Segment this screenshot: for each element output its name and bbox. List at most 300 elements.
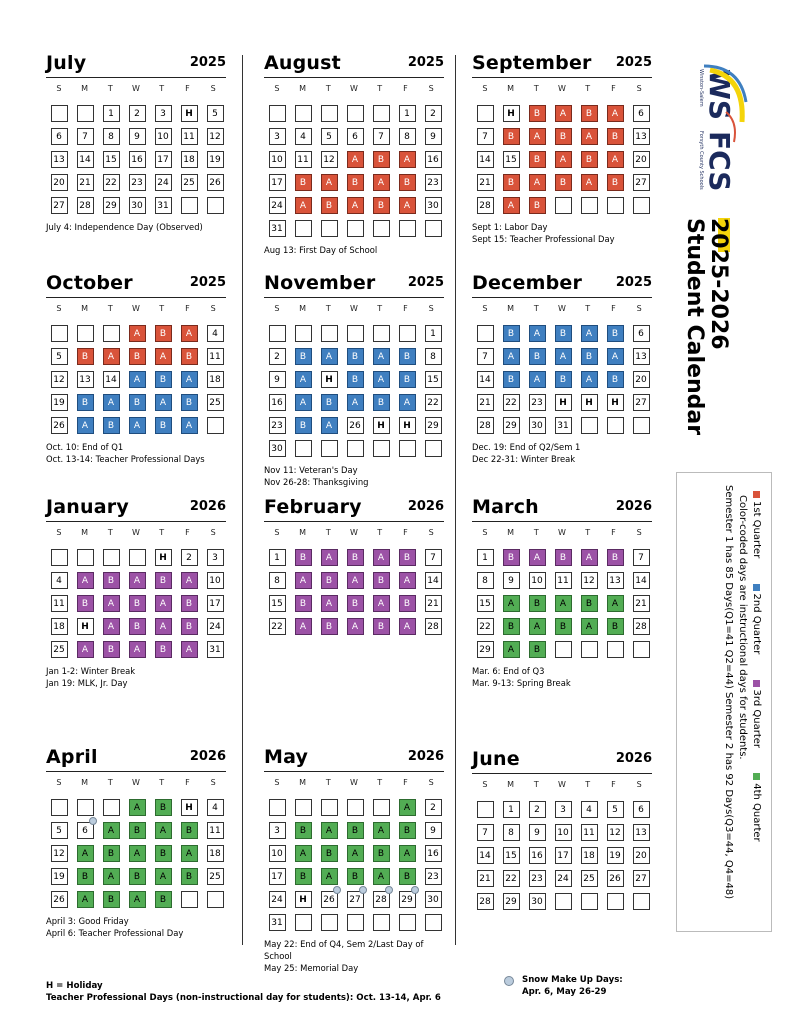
day-cell: B xyxy=(103,845,120,862)
weekday-label: F xyxy=(185,84,190,93)
empty-day-cell xyxy=(373,325,390,342)
day-cell: 28 xyxy=(633,618,650,635)
day-cell: A xyxy=(373,549,390,566)
day-grid xyxy=(472,798,652,913)
day-cell: B xyxy=(555,174,572,191)
day-cell: 15 xyxy=(269,595,286,612)
day-cell: 8 xyxy=(103,128,120,145)
weekday-label: T xyxy=(107,778,113,787)
day-cell: A xyxy=(295,394,312,411)
day-cell: 14 xyxy=(477,847,494,864)
day-cell: 4 xyxy=(581,801,598,818)
weekday-header xyxy=(472,84,652,98)
month-february xyxy=(264,496,444,638)
month-name: July xyxy=(46,52,87,74)
weekday-header xyxy=(46,304,226,318)
day-cell: A xyxy=(129,417,146,434)
day-cell: A xyxy=(155,618,172,635)
note-line: May 25: Memorial Day xyxy=(264,963,359,973)
day-cell: 29 xyxy=(103,197,120,214)
note-line: May 22: End of Q4, Sem 2/Last Day of xyxy=(264,939,424,949)
empty-day-cell xyxy=(555,197,572,214)
month-notes xyxy=(472,221,652,245)
day-cell: 12 xyxy=(321,151,338,168)
weekday-label: S xyxy=(636,304,642,313)
month-name: October xyxy=(46,272,133,294)
day-cell: 8 xyxy=(399,128,416,145)
day-cell: A xyxy=(77,417,94,434)
note-line: Aug 13: First Day of School xyxy=(264,245,378,255)
day-cell: H xyxy=(181,799,198,816)
day-cell: H xyxy=(295,891,312,908)
empty-day-cell xyxy=(181,891,198,908)
empty-day-cell xyxy=(321,440,338,457)
day-cell: A xyxy=(373,822,390,839)
day-cell: 7 xyxy=(633,549,650,566)
weekday-label: T xyxy=(377,304,383,313)
day-cell: 11 xyxy=(581,824,598,841)
month-name: August xyxy=(264,52,341,74)
empty-day-cell xyxy=(269,799,286,816)
day-cell: 15 xyxy=(477,595,494,612)
day-cell: 22 xyxy=(503,394,520,411)
day-cell: B xyxy=(129,394,146,411)
month-rule xyxy=(264,771,444,772)
day-cell: A xyxy=(155,348,172,365)
month-notes xyxy=(472,441,652,465)
weekday-label: S xyxy=(210,778,216,787)
day-cell: 24 xyxy=(155,174,172,191)
empty-day-cell xyxy=(347,220,364,237)
day-cell: B xyxy=(503,549,520,566)
day-cell: 10 xyxy=(155,128,172,145)
day-cell: A xyxy=(155,595,172,612)
day-cell: 28 xyxy=(373,891,390,908)
day-cell: 14 xyxy=(477,151,494,168)
day-cell: B xyxy=(529,151,546,168)
day-cell: 29 xyxy=(503,417,520,434)
day-cell: B xyxy=(581,151,598,168)
month-year: 2026 xyxy=(407,749,444,764)
day-cell: B xyxy=(373,151,390,168)
weekday-label: S xyxy=(274,84,280,93)
day-cell: 26 xyxy=(207,174,224,191)
weekday-label: W xyxy=(558,304,566,313)
day-cell: B xyxy=(399,822,416,839)
snowflake-icon xyxy=(89,817,97,825)
day-grid xyxy=(264,102,444,240)
weekday-label: W xyxy=(132,304,140,313)
day-cell: 24 xyxy=(269,891,286,908)
day-cell: B xyxy=(529,641,546,658)
day-cell: A xyxy=(155,868,172,885)
day-cell: A xyxy=(607,595,624,612)
empty-day-cell xyxy=(51,105,68,122)
day-cell: 23 xyxy=(529,870,546,887)
weekday-label: W xyxy=(558,84,566,93)
weekday-header xyxy=(46,84,226,98)
day-cell: A xyxy=(581,549,598,566)
day-cell: 16 xyxy=(425,845,442,862)
day-cell: H xyxy=(555,394,572,411)
day-cell: B xyxy=(555,618,572,635)
day-cell: 11 xyxy=(555,572,572,589)
empty-day-cell xyxy=(399,914,416,931)
day-cell: B xyxy=(77,348,94,365)
note-line: Oct. 10: End of Q1 xyxy=(46,442,124,452)
day-cell: 5 xyxy=(607,801,624,818)
empty-day-cell xyxy=(581,641,598,658)
day-cell: A xyxy=(321,417,338,434)
day-cell: A xyxy=(529,174,546,191)
day-cell: 28 xyxy=(425,618,442,635)
day-cell: A xyxy=(503,641,520,658)
empty-day-cell xyxy=(347,105,364,122)
month-rule xyxy=(264,521,444,522)
weekday-label: T xyxy=(585,780,591,789)
day-cell: 30 xyxy=(425,197,442,214)
day-cell: 16 xyxy=(529,847,546,864)
day-cell: B xyxy=(555,371,572,388)
day-cell: B xyxy=(607,618,624,635)
day-cell: B xyxy=(347,549,364,566)
empty-day-cell xyxy=(295,105,312,122)
weekday-label: S xyxy=(636,84,642,93)
day-cell: A xyxy=(321,348,338,365)
weekday-header xyxy=(46,528,226,542)
legend-q2: 2nd Quarter xyxy=(751,593,762,655)
day-cell: B xyxy=(529,105,546,122)
snowflake-icon xyxy=(504,976,514,986)
day-cell: 13 xyxy=(77,371,94,388)
day-cell: 16 xyxy=(425,151,442,168)
weekday-label: F xyxy=(185,778,190,787)
month-year: 2026 xyxy=(189,499,226,514)
day-cell: B xyxy=(103,417,120,434)
day-cell: 14 xyxy=(633,572,650,589)
title-name: Student Calendar xyxy=(682,218,707,436)
tpd-note: Teacher Professional Days (non-instructional day for students): Oct. 13-14, Apr. 6 xyxy=(46,993,441,1003)
weekday-label: M xyxy=(299,528,307,537)
month-notes xyxy=(46,665,226,689)
day-cell: 14 xyxy=(103,371,120,388)
month-year: 2025 xyxy=(407,275,444,290)
empty-day-cell xyxy=(373,220,390,237)
day-cell: B xyxy=(77,595,94,612)
day-cell: B xyxy=(347,174,364,191)
day-cell: 28 xyxy=(477,417,494,434)
month-september xyxy=(472,52,652,245)
month-notes xyxy=(472,665,652,689)
weekday-label: M xyxy=(507,304,515,313)
day-cell: 7 xyxy=(477,348,494,365)
empty-day-cell xyxy=(347,325,364,342)
day-cell: A xyxy=(77,572,94,589)
weekday-header xyxy=(264,778,444,792)
day-cell: B xyxy=(529,197,546,214)
weekday-label: M xyxy=(81,84,89,93)
weekday-label: M xyxy=(507,528,515,537)
day-cell: A xyxy=(529,325,546,342)
weekday-label: S xyxy=(274,304,280,313)
day-cell: B xyxy=(295,348,312,365)
weekday-label: S xyxy=(636,780,642,789)
day-cell: A xyxy=(103,822,120,839)
day-cell: 7 xyxy=(425,549,442,566)
empty-day-cell xyxy=(103,799,120,816)
day-cell: 9 xyxy=(529,824,546,841)
day-cell: 21 xyxy=(77,174,94,191)
month-rule xyxy=(264,77,444,78)
day-cell: A xyxy=(529,549,546,566)
day-cell: B xyxy=(155,572,172,589)
month-october xyxy=(46,272,226,465)
day-cell: 1 xyxy=(103,105,120,122)
day-cell: 31 xyxy=(269,220,286,237)
day-cell: B xyxy=(373,394,390,411)
weekday-label: S xyxy=(56,84,62,93)
note-line: April 6: Teacher Professional Day xyxy=(46,928,184,938)
day-cell: 2 xyxy=(425,799,442,816)
day-cell: B xyxy=(77,868,94,885)
day-cell: 31 xyxy=(269,914,286,931)
day-cell: 3 xyxy=(269,128,286,145)
day-cell: A xyxy=(373,174,390,191)
month-year: 2025 xyxy=(615,55,652,70)
snow-title: Snow Make Up Days: xyxy=(522,975,623,985)
weekday-label: S xyxy=(428,304,434,313)
logo-letters-bottom: FCS xyxy=(703,131,736,192)
empty-day-cell xyxy=(295,914,312,931)
month-march xyxy=(472,496,652,689)
day-cell: B xyxy=(129,595,146,612)
day-cell: B xyxy=(129,868,146,885)
month-year: 2026 xyxy=(615,499,652,514)
day-cell: B xyxy=(181,618,198,635)
month-header xyxy=(46,52,226,80)
weekday-label: T xyxy=(325,778,331,787)
day-cell: 25 xyxy=(207,868,224,885)
day-grid xyxy=(264,546,444,638)
day-cell: 1 xyxy=(269,549,286,566)
month-rule xyxy=(472,77,652,78)
day-cell: 7 xyxy=(373,128,390,145)
day-cell: 6 xyxy=(347,128,364,145)
note-line: Dec. 19: End of Q2/Sem 1 xyxy=(472,442,581,452)
day-cell: 30 xyxy=(425,891,442,908)
empty-day-cell xyxy=(207,197,224,214)
month-header xyxy=(46,496,226,524)
empty-day-cell xyxy=(399,325,416,342)
day-cell: A xyxy=(503,197,520,214)
month-year: 2026 xyxy=(189,749,226,764)
weekday-label: F xyxy=(403,84,408,93)
q1-swatch xyxy=(754,491,761,498)
day-cell: A xyxy=(607,151,624,168)
day-cell: B xyxy=(399,549,416,566)
day-grid xyxy=(472,102,652,217)
weekday-label: F xyxy=(185,304,190,313)
empty-day-cell xyxy=(607,641,624,658)
day-cell: B xyxy=(295,174,312,191)
day-cell: B xyxy=(347,822,364,839)
empty-day-cell xyxy=(477,325,494,342)
day-cell: B xyxy=(155,799,172,816)
day-cell: A xyxy=(581,174,598,191)
day-cell: B xyxy=(155,325,172,342)
weekday-label: M xyxy=(81,528,89,537)
day-cell: 6 xyxy=(51,128,68,145)
day-cell: B xyxy=(181,822,198,839)
day-cell: B xyxy=(555,128,572,145)
day-cell: A xyxy=(129,371,146,388)
day-cell: A xyxy=(503,348,520,365)
day-cell: 12 xyxy=(51,371,68,388)
day-cell: 26 xyxy=(321,891,338,908)
weekday-label: T xyxy=(377,778,383,787)
day-cell: B xyxy=(347,348,364,365)
day-cell: B xyxy=(503,325,520,342)
day-cell: 2 xyxy=(425,105,442,122)
day-cell: B xyxy=(529,595,546,612)
month-name: December xyxy=(472,272,583,294)
legend-quarters xyxy=(749,485,763,921)
day-cell: B xyxy=(373,845,390,862)
day-cell: B xyxy=(295,595,312,612)
day-cell: 22 xyxy=(269,618,286,635)
day-cell: 13 xyxy=(633,348,650,365)
month-rule xyxy=(264,297,444,298)
day-grid xyxy=(264,796,444,934)
weekday-label: W xyxy=(350,778,358,787)
day-cell: 10 xyxy=(269,845,286,862)
day-cell: A xyxy=(295,197,312,214)
day-cell: B xyxy=(321,572,338,589)
day-cell: 11 xyxy=(207,348,224,365)
day-cell: 18 xyxy=(181,151,198,168)
day-cell: 21 xyxy=(425,595,442,612)
weekday-label: T xyxy=(325,304,331,313)
day-cell: A xyxy=(77,845,94,862)
weekday-label: S xyxy=(210,304,216,313)
month-notes xyxy=(46,915,226,939)
day-cell: B xyxy=(503,371,520,388)
day-cell: 11 xyxy=(207,822,224,839)
day-cell: A xyxy=(399,799,416,816)
day-cell: 26 xyxy=(51,891,68,908)
day-cell: 22 xyxy=(503,870,520,887)
q4-swatch xyxy=(754,773,761,780)
month-name: March xyxy=(472,496,539,518)
month-header xyxy=(472,52,652,80)
day-cell: 10 xyxy=(529,572,546,589)
day-cell: H xyxy=(503,105,520,122)
weekday-label: T xyxy=(325,528,331,537)
day-cell: 21 xyxy=(477,174,494,191)
day-cell: A xyxy=(399,618,416,635)
day-cell: B xyxy=(607,128,624,145)
weekday-label: M xyxy=(81,304,89,313)
day-cell: 16 xyxy=(129,151,146,168)
month-header xyxy=(46,272,226,300)
day-cell: 8 xyxy=(477,572,494,589)
day-cell: 1 xyxy=(503,801,520,818)
day-cell: A xyxy=(581,371,598,388)
day-cell: 30 xyxy=(129,197,146,214)
empty-day-cell xyxy=(633,641,650,658)
day-cell: A xyxy=(129,325,146,342)
weekday-label: T xyxy=(159,528,165,537)
day-cell: 4 xyxy=(207,799,224,816)
day-cell: 31 xyxy=(555,417,572,434)
empty-day-cell xyxy=(77,549,94,566)
weekday-label: M xyxy=(507,84,515,93)
day-cell: 28 xyxy=(77,197,94,214)
weekday-label: T xyxy=(159,304,165,313)
weekday-header xyxy=(472,780,652,794)
day-cell: 4 xyxy=(51,572,68,589)
day-cell: 6 xyxy=(633,105,650,122)
day-cell: A xyxy=(129,572,146,589)
empty-day-cell xyxy=(347,799,364,816)
day-cell: B xyxy=(295,417,312,434)
day-cell: B xyxy=(347,595,364,612)
day-grid xyxy=(46,796,226,911)
month-year: 2025 xyxy=(407,55,444,70)
empty-day-cell xyxy=(269,325,286,342)
empty-day-cell xyxy=(295,799,312,816)
title-years: 2025-2026 xyxy=(706,218,731,350)
day-cell: 2 xyxy=(529,801,546,818)
month-name: January xyxy=(46,496,129,518)
day-cell: B xyxy=(295,822,312,839)
month-year: 2025 xyxy=(189,55,226,70)
day-cell: 20 xyxy=(633,847,650,864)
weekday-label: S xyxy=(428,528,434,537)
day-cell: 31 xyxy=(207,641,224,658)
legend-box xyxy=(676,472,772,932)
day-cell: B xyxy=(295,549,312,566)
day-cell: A xyxy=(347,151,364,168)
day-cell: 22 xyxy=(425,394,442,411)
weekday-label: W xyxy=(558,780,566,789)
empty-day-cell xyxy=(103,325,120,342)
day-cell: B xyxy=(555,325,572,342)
weekday-label: S xyxy=(56,528,62,537)
day-cell: A xyxy=(373,348,390,365)
day-cell: 10 xyxy=(269,151,286,168)
day-cell: H xyxy=(399,417,416,434)
month-name: February xyxy=(264,496,362,518)
month-name: May xyxy=(264,746,309,768)
day-cell: A xyxy=(555,151,572,168)
day-cell: B xyxy=(103,572,120,589)
day-cell: B xyxy=(607,174,624,191)
empty-day-cell xyxy=(295,325,312,342)
day-cell: 3 xyxy=(155,105,172,122)
month-july xyxy=(46,52,226,233)
day-cell: 12 xyxy=(207,128,224,145)
weekday-label: T xyxy=(107,528,113,537)
day-cell: 2 xyxy=(129,105,146,122)
snowflake-icon xyxy=(385,886,393,894)
weekday-label: T xyxy=(533,780,539,789)
day-cell: B xyxy=(181,868,198,885)
day-cell: 19 xyxy=(51,868,68,885)
weekday-label: W xyxy=(350,304,358,313)
empty-day-cell xyxy=(581,197,598,214)
day-cell: 1 xyxy=(399,105,416,122)
